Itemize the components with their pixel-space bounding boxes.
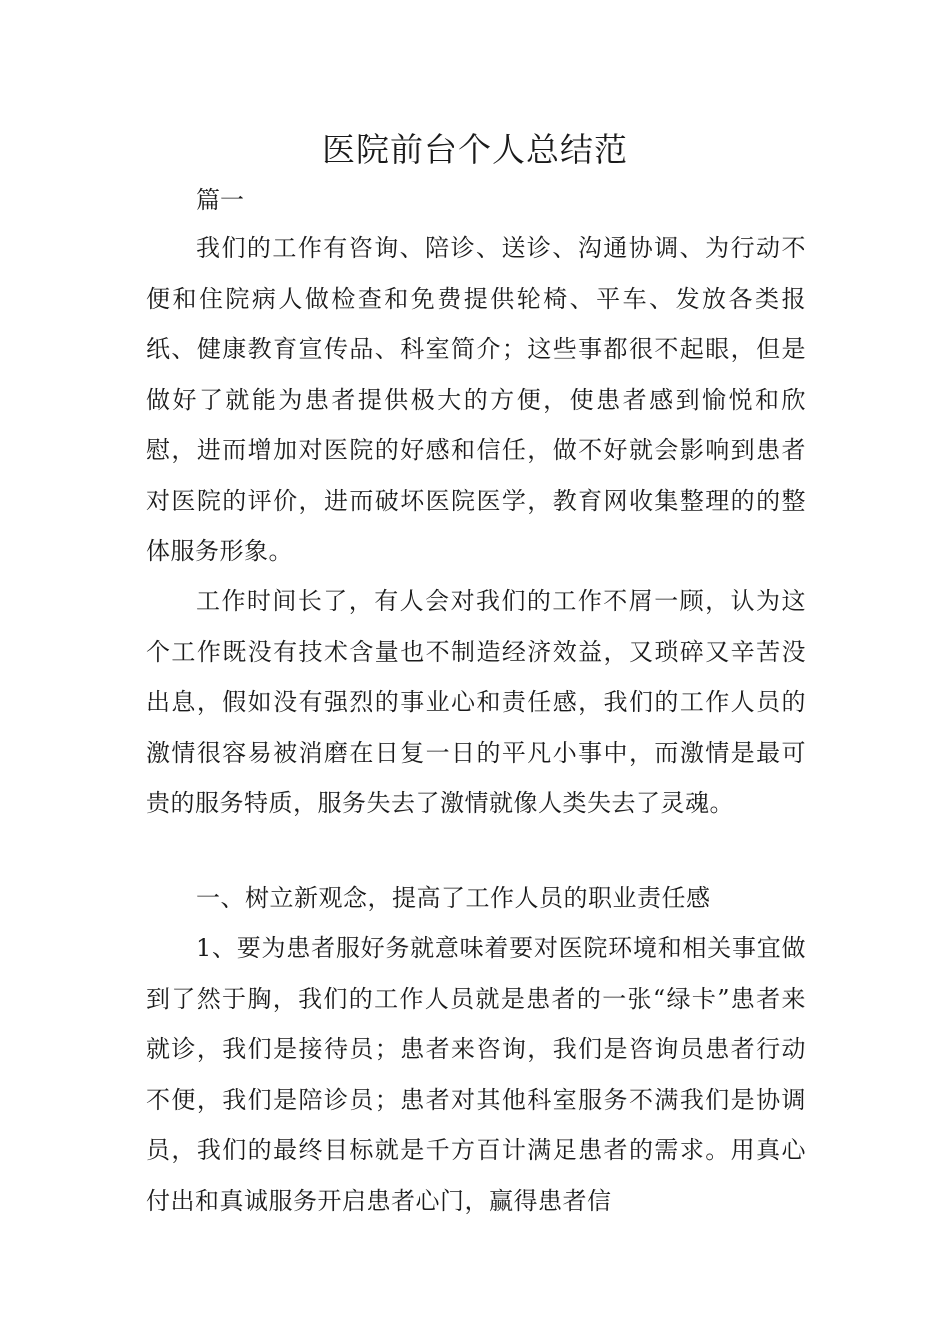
paragraph-1: 我们的工作有咨询、陪诊、送诊、沟通协调、为行动不便和住院病人做检查和免费提供轮椅、平车、发放各类报纸、健康教育宣传品、科室简介；这些事都很不起眼，但是做好了就能为患者提供极大的方便，使患者感到愉悦和欣慰，进而增加对医院的好感和信任，做不好就会影响到患者对医院的评价，进而破坏医院医学，教育网收集整理的的整体服务形象。 [146,234,806,565]
heading-1: 一、树立新观念，提高了工作人员的职业责任感 [196,884,711,912]
paragraph-2: 工作时间长了，有人会对我们的工作不屑一顾，认为这个工作既没有技术含量也不制造经济效益，又琐碎又辛苦没出息，假如没有强烈的事业心和责任感，我们的工作人员的激情很容易被消磨在日复一日的平凡小事中，而激情是最可贵的服务特质，服务失去了激情就像人类失去了灵魂。 [146,587,806,817]
section-label: 篇一 [196,186,244,214]
document-title: 医院前台个人总结范 [322,130,628,169]
paragraph-3: 1、要为患者服好务就意味着要对医院环境和相关事宜做到了然于胸，我们的工作人员就是患者的一张“绿卡”患者来就诊，我们是接待员；患者来咨询，我们是咨询员患者行动不便，我们是陪诊员；患者对其他科室服务不满我们是协调员，我们的最终目标就是千方百计满足患者的需求。用真心付出和真诚服务开启患者心门，赢得患者信 [146,934,806,1215]
